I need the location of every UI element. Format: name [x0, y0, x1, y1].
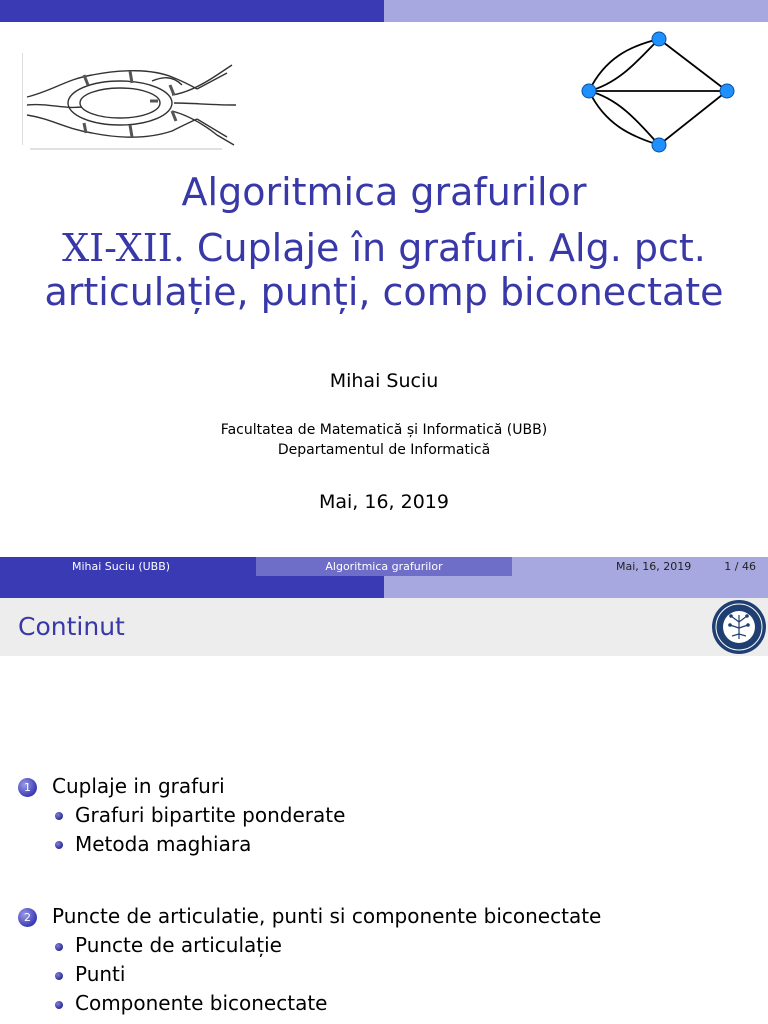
- slide2-top-bar-left: [0, 576, 384, 598]
- bullet-icon: [55, 812, 63, 820]
- subsection-item: Metoda maghiara: [75, 832, 252, 856]
- section-title: Cuplaje in grafuri: [52, 774, 225, 798]
- presentation-subtitle-line1: [0, 226, 768, 270]
- subtitle-line1-rest: Cuplaje în grafuri. Alg. pct.: [196, 226, 706, 270]
- bullet-icon: [55, 1001, 63, 1009]
- subsection-item: Grafuri bipartite ponderate: [75, 803, 346, 827]
- subsection-item: Puncte de articulație: [75, 933, 282, 957]
- institution-line1: Facultatea de Matematică și Informatică (UBB): [220, 422, 548, 438]
- footer-author-cell: [0, 557, 256, 576]
- subsection-item: Punti: [75, 962, 126, 986]
- bullet-icon: [55, 972, 63, 980]
- presentation-title: Algoritmica grafurilor: [181, 170, 587, 214]
- presentation-subtitle-line2: articulație, punți, comp biconectate: [44, 270, 724, 314]
- bullet-icon: [55, 943, 63, 951]
- footer-title: Algoritmica grafurilor: [256, 557, 512, 576]
- footer-date: Mai, 16, 2019: [616, 560, 692, 573]
- subtitle-prefix: XI-XII.: [62, 226, 185, 270]
- footer-page-number: 1 / 46: [724, 560, 756, 573]
- footer-date-cell: [512, 557, 768, 576]
- bullet-icon: [55, 841, 63, 849]
- top-bar-right: [384, 0, 768, 22]
- top-bar-left: [0, 0, 384, 22]
- university-seal-icon: [706, 598, 768, 656]
- slide2-top-bar-right: [384, 576, 768, 598]
- section-number-badge: 1: [18, 778, 37, 797]
- footer-author: Mihai Suciu (UBB): [72, 560, 171, 573]
- section-number-badge: 2: [18, 908, 37, 927]
- frame-title: Continut: [18, 612, 125, 641]
- section-title: Puncte de articulatie, punti si componente biconectate: [52, 904, 602, 928]
- konigsberg-graph-icon: [575, 28, 740, 154]
- author-name: Mihai Suciu: [329, 370, 439, 392]
- institution-line2: Departamentul de Informatică: [277, 442, 491, 458]
- presentation-date: Mai, 16, 2019: [318, 491, 449, 513]
- konigsberg-bridges-sketch: [22, 45, 238, 155]
- subsection-item: Componente biconectate: [75, 991, 328, 1015]
